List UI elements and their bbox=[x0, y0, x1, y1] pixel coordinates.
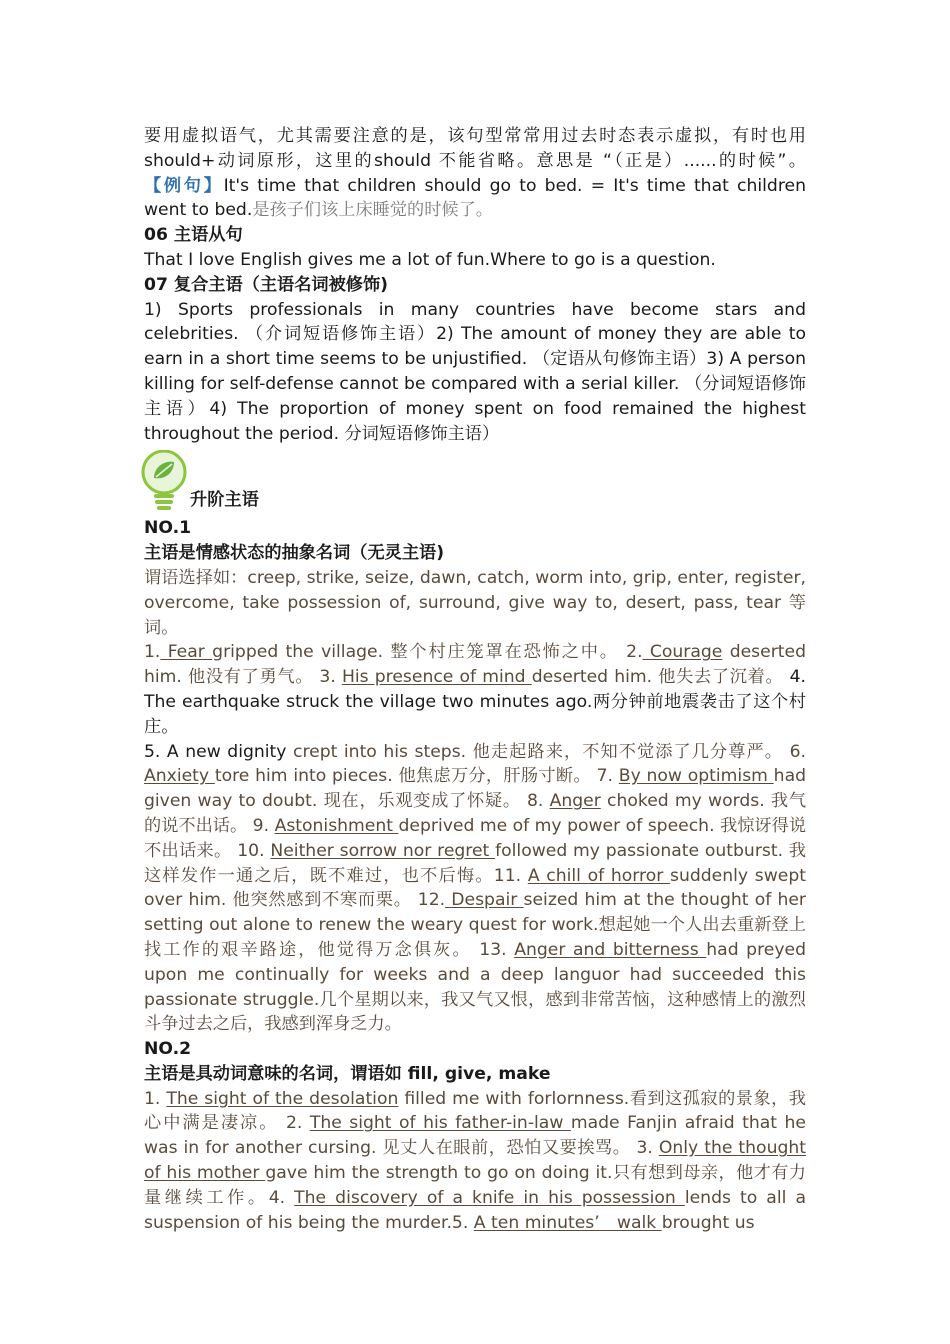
no1-verbs: 谓语选择如：creep, strike, seize, dawn, catch, worm into, grip, enter, register, overcome, take possession of, surround, give way to, desert, pass, tear 等词。 bbox=[144, 567, 806, 638]
no1-title: NO.1 bbox=[144, 518, 192, 539]
no2-ex1-rest: filled me with forlornness.看到这孤寂的景象，我心中满是凄凉。 2. bbox=[144, 1088, 806, 1134]
example-tag: 【例句】 bbox=[144, 175, 224, 196]
no1-examples-cont bbox=[144, 740, 806, 1038]
ex2-subject: Courage bbox=[642, 642, 723, 663]
ex8-subject: Anger bbox=[549, 791, 601, 812]
document-page bbox=[144, 124, 806, 1235]
ex13-subject: Anger and bitterness bbox=[514, 939, 707, 960]
ex11-subject: A chill of horror bbox=[527, 865, 670, 886]
ex12-subject: Despair bbox=[445, 890, 524, 911]
no2-ex1-num: 1. bbox=[144, 1088, 167, 1109]
no1-examples bbox=[144, 640, 806, 739]
ex9-rest: deprived me of my power of speech. 我惊讶得说不出话来。 10. bbox=[144, 815, 807, 861]
ex12-rest: seized him at the thought of her setting out alone to renew the weary quest for work.想起她一个人出去重新登上找工作的艰辛路途，他觉得万念俱灰。 13. bbox=[144, 890, 806, 960]
section-07-text: 1) Sports professionals in many countries have become stars and celebrities. （介词短语修饰主语）2) The amount of money they are able to earn in a short time seems to be unjustified. （定语从句修饰主语）3) A person killing for self-defense cannot be compared with a serial killer. （分词短语修饰主语）4) The proportion of money spent on food remained the highest throughout the period. 分词短语修饰主语） bbox=[144, 299, 806, 444]
no2-ex1-subject: The sight of the desolation bbox=[166, 1088, 399, 1109]
no2-subtitle: 主语是具动词意味的名词，谓语如 fill, give, make bbox=[144, 1063, 551, 1084]
ex2-rest: deserted him. 他没有了勇气。 3. bbox=[144, 642, 806, 688]
intro-text: 要用虚拟语气，尤其需要注意的是，该句型常常用过去时态表示虚拟，有时也用should+动词原形，这里的should 不能省略。意思是 “（正是）......的时候”。 bbox=[144, 126, 806, 171]
no1-subtitle: 主语是情感状态的抽象名词（无灵主语) bbox=[144, 543, 445, 564]
ex5-rest: crept into his steps. 他走起路来，不知不觉添了几分尊严。 6. bbox=[286, 741, 806, 762]
ex6-rest: tore him into pieces. 他焦虑万分，肝肠寸断。 7. bbox=[214, 766, 619, 787]
section-07-title: 07 复合主语（主语名词被修饰) bbox=[144, 274, 389, 295]
ex13-rest: had preyed upon me continually for weeks and a deep languor had succeeded this passionate struggle.几个星期以来，我又气又恨，感到非常苦恼，这种感情上的激烈斗争过去之后，我感到浑身乏力。 bbox=[144, 939, 807, 1035]
ex10-subject: Neither sorrow nor regret bbox=[270, 840, 496, 861]
no2-ex3-subject: Only the thought of his mother bbox=[144, 1138, 807, 1184]
intro-paragraph bbox=[144, 124, 806, 223]
section-06-text: That I love English gives me a lot of fun.Where to go is a question. bbox=[144, 249, 716, 270]
ex8-rest: choked my words. 我气的说不出话。 9. bbox=[144, 791, 807, 836]
no2-ex4-subject: The discovery of a knife in his possession bbox=[294, 1187, 685, 1208]
ex5-subject: 5. A new dignity bbox=[144, 741, 287, 762]
no2-ex2-rest: made Fanjin afraid that he was in for another cursing. 见丈人在眼前，恐怕又要挨骂。 3. bbox=[144, 1113, 806, 1159]
ex11-rest: suddenly swept over him. 他突然感到不寒而栗。 12. bbox=[144, 865, 807, 911]
ex3-subject: His presence of mind bbox=[341, 667, 532, 688]
upgrade-label: 升阶主语 bbox=[190, 490, 259, 511]
ex1-num: 1. bbox=[144, 642, 161, 663]
ex10-rest: followed my passionate outburst. 我这样发作一通之后，既不难过，也不后悔。11. bbox=[144, 840, 806, 886]
no2-ex5-subject: A ten minutes’ walk bbox=[473, 1212, 662, 1233]
no2-ex2-subject: The sight of his father-in-law bbox=[309, 1113, 571, 1134]
no2-examples bbox=[144, 1087, 806, 1236]
section-06-title: 06 主语从句 bbox=[144, 225, 243, 246]
no2-ex5-rest: brought us bbox=[661, 1212, 755, 1233]
no2-title: NO.2 bbox=[144, 1039, 192, 1060]
ex1-subject: Fear bbox=[160, 642, 213, 663]
ex4: 4. The earthquake struck the village two minutes ago.两分钟前地震袭击了这个村庄。 bbox=[144, 667, 806, 737]
example-english: It's time that children should go to bed. = It's time that children went to bed. bbox=[144, 175, 806, 221]
ex7-rest: had given way to doubt. 现在，乐观变成了怀疑。 8. bbox=[144, 766, 807, 812]
ex1-rest: gripped the village. 整个村庄笼罩在恐怖之中。 2. bbox=[212, 642, 643, 663]
lightbulb-leaf-icon bbox=[140, 450, 192, 514]
ex3-rest: deserted him. 他失去了沉着。 bbox=[531, 667, 784, 688]
example-chinese: 是孩子们该上床睡觉的时候了。 bbox=[252, 200, 493, 221]
ex6-subject: Anxiety bbox=[144, 766, 215, 787]
upgrade-header bbox=[144, 450, 806, 516]
no2-ex3-rest: gave him the strength to go on doing it.只有想到母亲，他才有力量继续工作。4. bbox=[144, 1163, 806, 1208]
ex9-subject: Astonishment bbox=[274, 815, 399, 836]
ex7-subject: By now optimism bbox=[618, 766, 774, 787]
no2-ex4-rest: lends to all a suspension of his being the murder.5. bbox=[144, 1187, 806, 1233]
